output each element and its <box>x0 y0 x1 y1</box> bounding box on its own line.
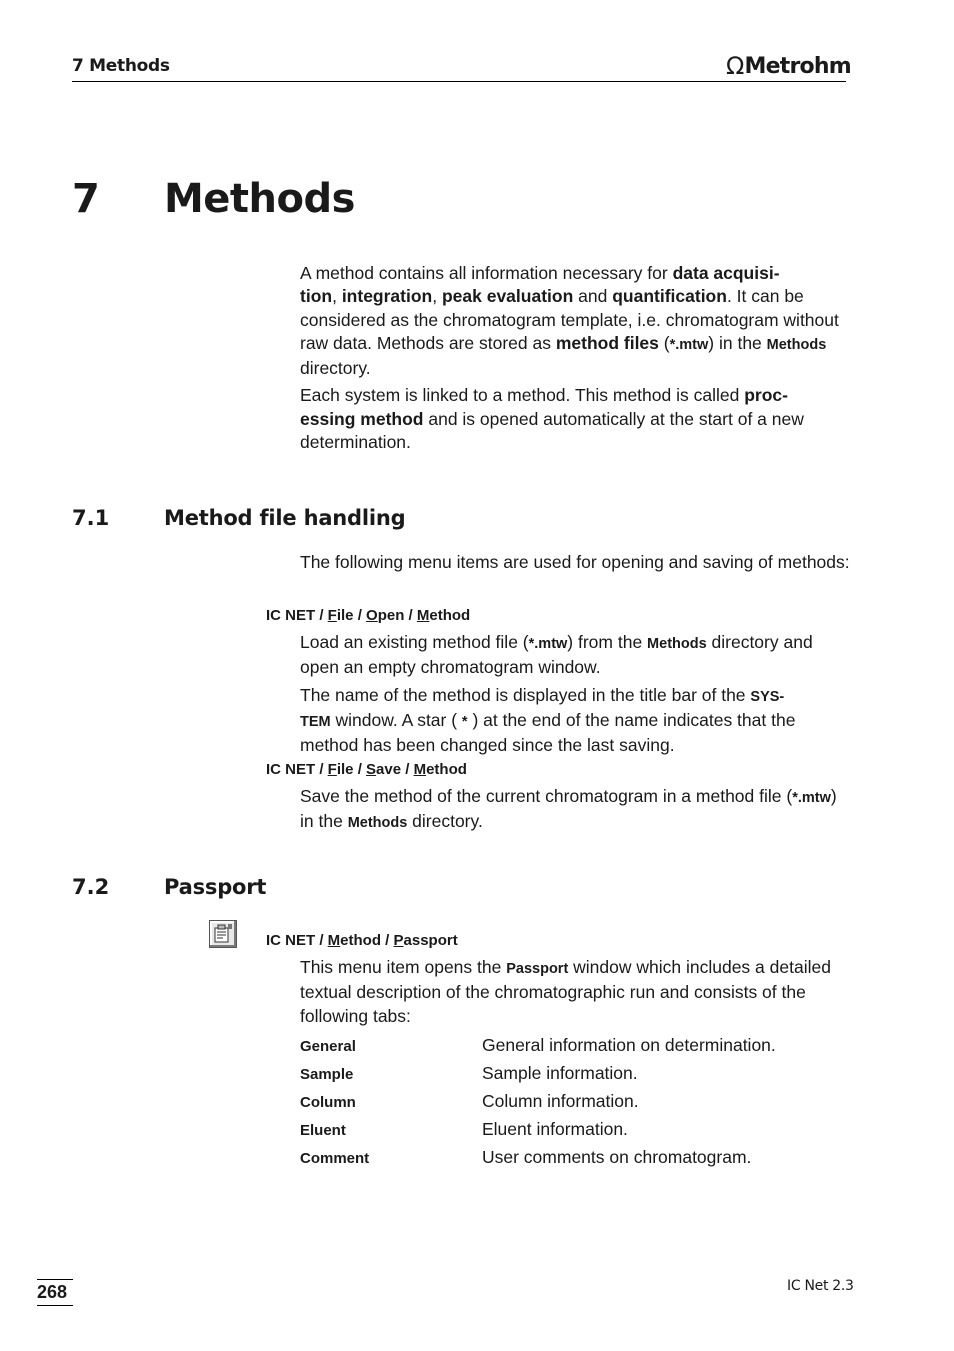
tab-term-eluent: Eluent <box>300 1122 346 1139</box>
intro-paragraph-2: Each system is linked to a method. This method is called proc- essing method and is opened automatically at the start of a new determination. <box>300 385 804 453</box>
passport-toolbar-icon <box>209 920 237 948</box>
intro-text <box>300 262 850 454</box>
chapter-title: Methods <box>164 176 355 222</box>
section-number: 7.1 <box>72 506 110 530</box>
product-name: IC Net 2.3 <box>787 1278 854 1294</box>
header-rule <box>72 81 846 82</box>
tab-desc-sample: Sample information. <box>482 1063 638 1083</box>
tab-term-comment: Comment <box>300 1150 370 1167</box>
tab-desc-general: General information on determination. <box>482 1035 776 1055</box>
tab-term-sample: Sample <box>300 1066 354 1083</box>
omega-logo-icon: Ω <box>726 52 744 80</box>
menu-path-file-save-method: IC NET / File / Save / Method <box>266 761 467 778</box>
tab-desc-comment: User comments on chromatogram. <box>482 1147 752 1167</box>
running-header-section: 7 Methods <box>72 56 170 76</box>
save-method-description: Save the method of the current chromatogram in a method file (*.mtw) in the Methods directory. <box>300 786 837 832</box>
open-method-description <box>300 631 850 757</box>
section-1-intro: The following menu items are used for opening and saving of methods: <box>300 552 850 572</box>
intro-paragraph-1: A method contains all information necessary for data acquisi- tion, integration, peak evaluation and quantification. It can be considered as the chromatogram template, i.e. chromatogram without raw data. Methods are stored as method files (*.mtw) in the Methods directory. <box>300 263 839 379</box>
open-paragraph-2: The name of the method is displayed in the title bar of the SYS- TEM window. A star ( * ) at the end of the name indicates that the method has been changed since the last saving. <box>300 684 796 756</box>
section-title: Passport <box>164 875 267 899</box>
tab-desc-eluent: Eluent information. <box>482 1119 628 1139</box>
open-paragraph-1: Load an existing method file (*.mtw) from the Methods directory and open an empty chromatogram window. <box>300 632 813 678</box>
chapter-number: 7 <box>72 176 100 222</box>
section-number: 7.2 <box>72 875 110 899</box>
page-number: 268 <box>37 1279 73 1306</box>
menu-path-file-open-method: IC NET / File / Open / Method <box>266 607 471 624</box>
metrohm-logo <box>726 52 851 80</box>
passport-description: This menu item opens the Passport window which includes a detailed textual description of the chromatographic run and consists of the following tabs: <box>300 957 831 1026</box>
menu-path-method-passport: IC NET / Method / Passport <box>266 932 458 949</box>
tab-term-general: General <box>300 1038 356 1055</box>
tab-desc-column: Column information. <box>482 1091 639 1111</box>
section-title: Method file handling <box>164 506 406 530</box>
tab-term-column: Column <box>300 1094 356 1111</box>
logo-text: Metrohm <box>744 53 851 79</box>
